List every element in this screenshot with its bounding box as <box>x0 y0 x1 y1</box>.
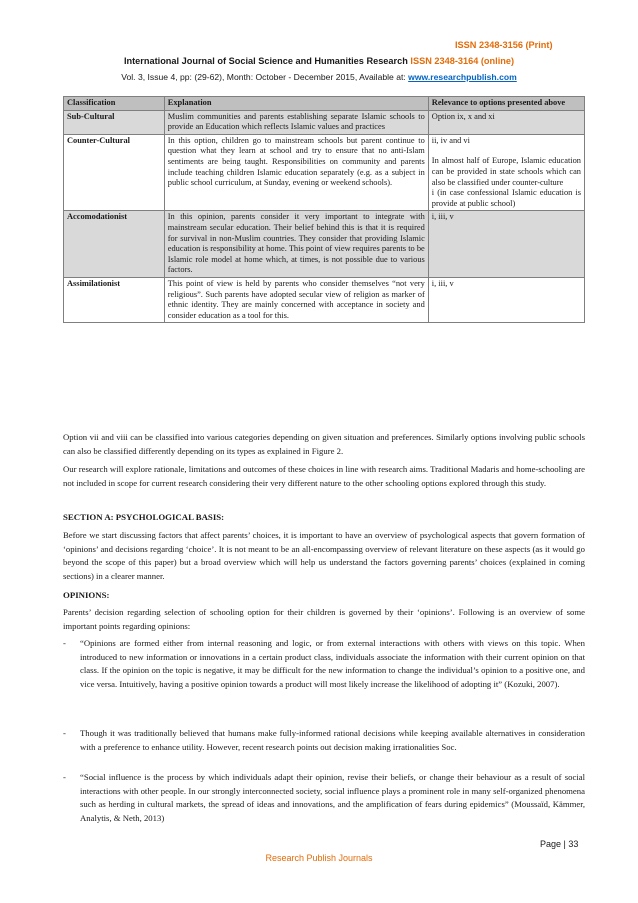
publisher-footer: Research Publish Journals <box>265 853 373 863</box>
website-link[interactable]: www.researchpublish.com <box>408 72 517 82</box>
section-a-heading: SECTION A: PSYCHOLOGICAL BASIS: <box>63 512 225 522</box>
bullet-dash: - <box>63 772 66 782</box>
list-item <box>63 771 585 825</box>
cell-classification: Accomodationist <box>64 211 165 278</box>
cell-explanation: In this opinion, parents consider it very important to integrate with mainstream secular education. Their belief behind this is that it is required for survival in non-Muslim countries. They consider that providing Islamic education is responsibility at home. This point of view requires parents to be Islamic role model at home which, at times, is not possible due to various factors. <box>164 211 428 278</box>
page-number: Page | 33 <box>540 839 579 849</box>
paragraph-research-scope: Our research will explore rationale, limitations and outcomes of these choices in line with research aims. Traditional Madaris and home-schooling are not included in scope for current research considering their very different nature to the other schooling options explored through this study. <box>63 464 585 488</box>
header-classification: Classification <box>64 97 165 111</box>
volume-line <box>0 72 638 82</box>
cell-explanation: Muslim communities and parents establishing separate Islamic schools to provide an Education which reflects Islamic values and practices <box>164 110 428 134</box>
table-row <box>64 134 585 211</box>
cell-classification: Counter-Cultural <box>64 134 165 211</box>
cell-relevance: Option ix, x and xi <box>428 110 584 134</box>
relevance-line-1: ii, iv and vi <box>431 135 470 145</box>
cell-relevance: i, iii, v <box>428 211 584 278</box>
bullet-text: “Opinions are formed either from internal reasoning and logic, or from external interactions with others with views on this topic. When introduced to new information or innovations in a certain product class, individuals associate the information with their current opinion on that class. If the opinion on the topic is negative, it may be difficult for the new information to change the individual’s opinion to a positive one, and vice versa. Intuitively, having a positive opinion towards a product will most likely increase the likelihood of adopting it” (Kozuki, 2007). <box>80 638 585 689</box>
list-item <box>63 637 585 691</box>
bullet-text: “Social influence is the process by which individuals adapt their opinion, revise their beliefs, or change their behaviour as a result of social interactions with other people. In our strongly interconnected society, social influence plays a prominent role in many self-organized phenomena such as herding in cultural markets, the spread of ideas and innovations, and the amplification of fears during epidemics” (Moussaïd, Kämmer, Analytis, & Neth, 2013) <box>80 772 585 823</box>
table-row <box>64 277 585 322</box>
issn-online: ISSN 2348-3164 (online) <box>410 56 515 66</box>
cell-explanation: In this option, children go to mainstream schools but parent continue to question what they learn at school and try to ensure that no anti-Islam sentiments are being taught. Responsibilities on community and parents include teaching children Islamic education separately (e.g. as a subject in public school curriculum, at Sunday, evening or weekend schools). <box>164 134 428 211</box>
cell-classification: Sub-Cultural <box>64 110 165 134</box>
relevance-line-2: In almost half of Europe, Islamic education can be provided in state schools which can also be classified under counter-culture <box>431 156 581 187</box>
table-header-row <box>64 97 585 111</box>
table-row <box>64 110 585 134</box>
bullet-text: Though it was traditionally believed that humans make fully-informed rational decisions while keeping available alternatives in consideration with a preference to enhance utility. However, recent research points out decision making irrationalities Soc. <box>80 728 585 752</box>
volume-info: Vol. 3, Issue 4, pp: (29-62), Month: October - December 2015, Available at: <box>121 72 409 82</box>
paragraph-options-vii-viii: Option vii and viii can be classified into various categories depending on given situation and preferences. Similarly options involving public schools can also be classified differently depending on its types as explained in Figure 2. <box>63 432 585 456</box>
bullet-dash: - <box>63 638 66 648</box>
journal-title: International Journal of Social Science and Humanities Research <box>123 56 408 66</box>
paragraph-opinions-intro: Parents’ decision regarding selection of schooling option for their children is governed by their ‘opinions’. Following is an overview of some important points regarding opinions: <box>63 607 585 631</box>
issn-print: ISSN 2348-3156 (Print) <box>455 40 553 50</box>
opinions-heading: OPINIONS: <box>63 590 110 600</box>
header-explanation: Explanation <box>164 97 428 111</box>
list-item <box>63 727 585 754</box>
bullet-dash: - <box>63 728 66 738</box>
paragraph-psychological-overview: Before we start discussing factors that affect parents’ choices, it is important to have an overview of psychological aspects that govern formation of ‘opinions’ and decisions regarding ‘choice’. It is not meant to be an all-encompassing overview of relevant literature on these aspects (as it would go beyond the scope of this paper) but a broad overview which will help us understand the factors governing parents’ choices (explained in coming sections) in a clearer manner. <box>63 530 585 581</box>
relevance-line-3: i (in case confessional Islamic education is provide at public school) <box>431 188 581 208</box>
journal-title-line <box>0 56 638 66</box>
table-row <box>64 211 585 278</box>
cell-relevance: i, iii, v <box>428 277 584 322</box>
header-relevance: Relevance to options presented above <box>428 97 584 111</box>
classification-table <box>63 96 585 323</box>
cell-relevance <box>428 134 584 211</box>
cell-classification: Assimilationist <box>64 277 165 322</box>
cell-explanation: This point of view is held by parents who consider themselves “not very religious”. Such parents have adopted secular view of religion as marker of ethnic identity. They are mainly concerned with acceptance in society and consider education as a tool for this. <box>164 277 428 322</box>
